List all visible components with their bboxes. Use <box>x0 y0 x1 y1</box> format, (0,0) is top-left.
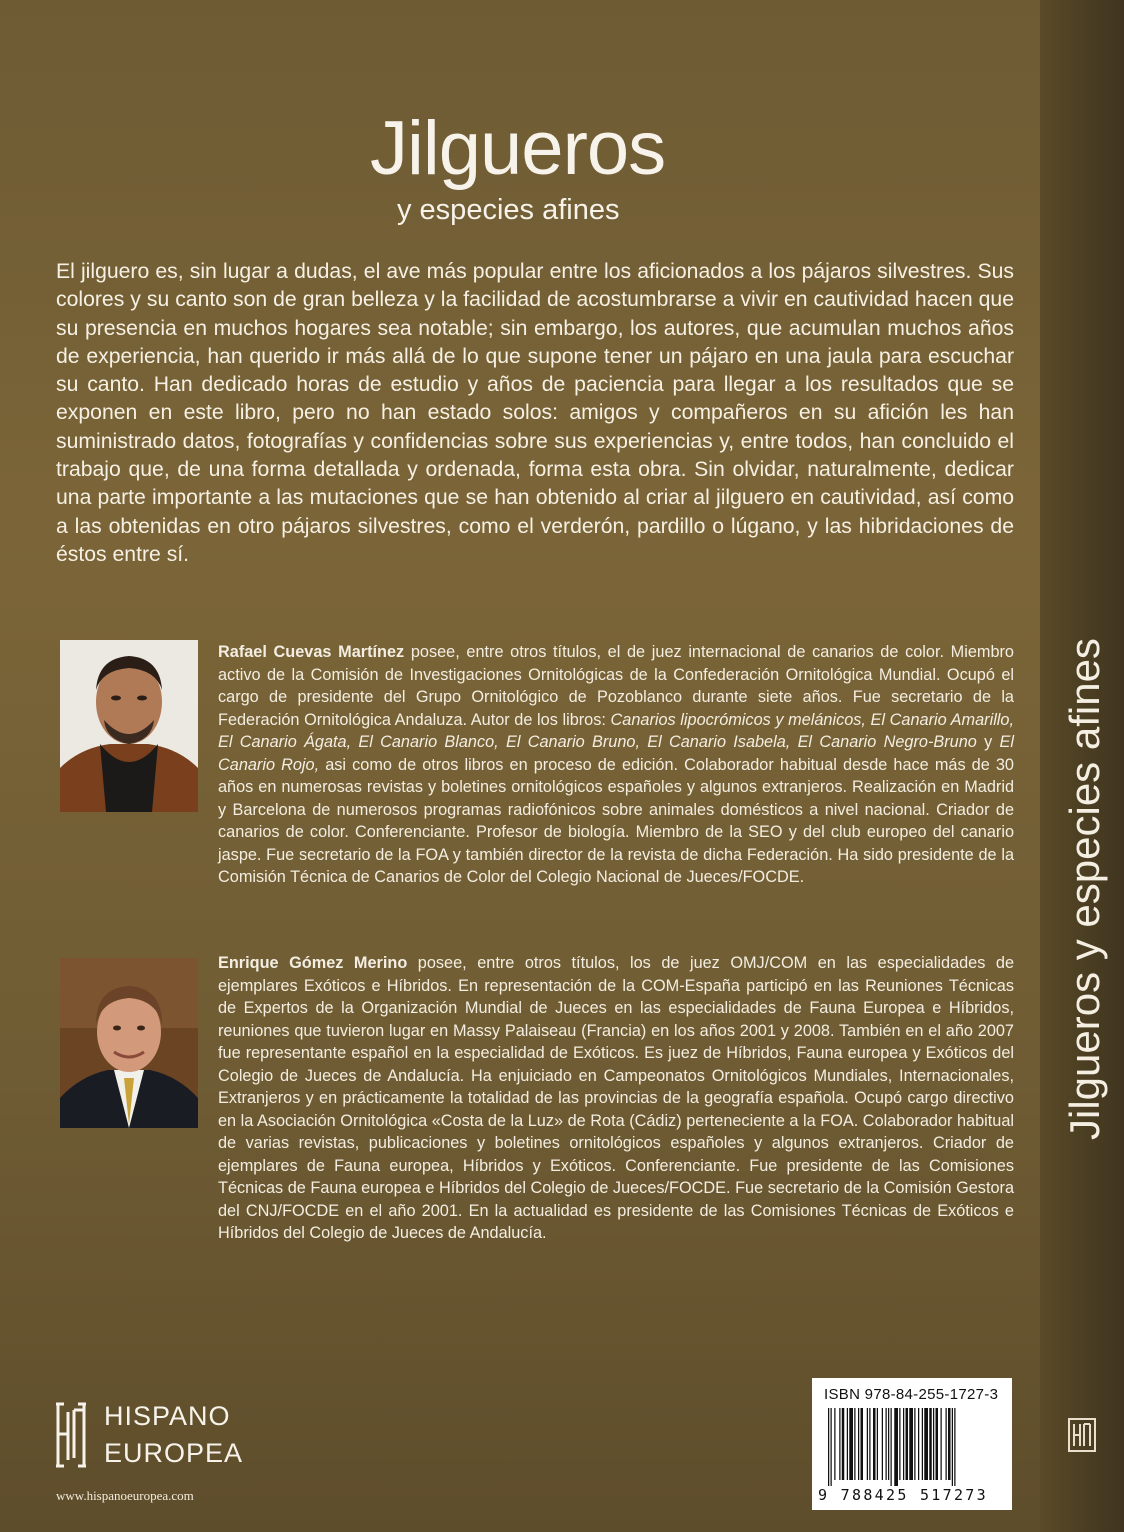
barcode-bar <box>933 1408 934 1480</box>
barcode-bar <box>867 1408 868 1480</box>
author-photo-rafael <box>60 640 198 812</box>
barcode-bar <box>842 1408 845 1480</box>
barcode-bar <box>854 1408 855 1480</box>
publisher-name-line2: EUROPEA <box>104 1438 244 1468</box>
barcode-bar <box>924 1408 928 1480</box>
barcode-bar <box>918 1408 919 1480</box>
barcode-bar <box>828 1408 829 1486</box>
author-name-rafael: Rafael Cuevas Martínez <box>218 643 405 661</box>
barcode-bar <box>941 1408 942 1480</box>
barcode-bar <box>929 1408 932 1480</box>
barcode-bar <box>894 1408 898 1486</box>
barcode-bar <box>886 1408 887 1480</box>
barcode <box>826 1408 1002 1486</box>
barcode-bar <box>877 1408 878 1480</box>
barcode-bar <box>873 1408 876 1480</box>
barcode-bar <box>899 1408 900 1480</box>
author-bio-rafael <box>218 641 1014 889</box>
barcode-bar <box>914 1408 915 1480</box>
author-books-conjunction: y <box>976 733 1000 751</box>
barcode-bar <box>922 1408 923 1480</box>
barcode-bar <box>948 1408 951 1480</box>
barcode-bar <box>847 1408 848 1480</box>
author-photo-enrique <box>60 958 198 1128</box>
barcode-bar <box>882 1408 883 1480</box>
barcode-bar <box>903 1408 904 1480</box>
book-description: El jilguero es, sin lugar a dudas, el ave más popular entre los aficionados a los pájaros silvestres. Sus colores y su canto son de gran belleza y la facilidad de acostumbrarse a vivir en cautividad hacen que su presencia en muchos hogares sea notable; sin embargo, los autores, que acumulan muchos años de experiencia, han querido ir más allá de lo que supone tener un pájaro en una jaula para escuchar su canto. Han dedicado horas de estudio y años de paciencia para llegar a los resultados que se exponen en este libro, pero no han estado solos: amigos y compañeros en su afición les han suministrado datos, fotografías y confidencias sobre sus experiencias y, entre todos, han concluido el trabajo que, de una forma detallada y ordenada, forma esta obra. Sin olvidar, naturalmente, dedicar una parte importante a las mutaciones que se han obtenido al criar al jilguero en cautividad, así como a las obtenidas en otro pájaros silvestres, como el verderón, pardillo o lúgano, y las hibridaciones de éstos entre sí. <box>56 260 1014 566</box>
isbn-label: ISBN 978-84-255-1727-3 <box>824 1386 999 1403</box>
author-bio-rafael-part1: posee, entre otros títulos, el de juez internacional de canarios de color. Miembro activo de la Comisión de Investigaciones Ornitológicas de la Confederación Ornitológica Mundial. Ocupó el cargo de presidente del Grupo Ornitológico de Pozoblanco durante siete años. Fue secretario de la Federación Ornitológica Andaluza. Autor de los libros: <box>218 643 1014 729</box>
barcode-bar <box>858 1408 859 1480</box>
barcode-bar <box>909 1408 913 1480</box>
barcode-bar <box>839 1408 840 1480</box>
barcode-bar <box>834 1408 835 1480</box>
author-bio-enrique <box>218 952 1014 1245</box>
spine-logo-icon <box>1068 1418 1096 1452</box>
author-books-last: El Canario Rojo, <box>218 733 1014 774</box>
barcode-bar <box>952 1408 953 1486</box>
publisher-name-line1: HISPANO <box>104 1401 231 1431</box>
barcode-bar <box>869 1408 870 1480</box>
isbn-barcode-box <box>812 1378 1012 1510</box>
barcode-bar <box>849 1408 853 1480</box>
book-subtitle: y especies afines <box>397 194 620 226</box>
barcode-bar <box>946 1408 947 1480</box>
spine-title: Jilgueros y especies afines <box>1061 638 1108 1140</box>
barcode-bar <box>906 1408 909 1480</box>
author-bio-rafael-part2: asi como de otros libros en proceso de edición. Colaborador habitual desde hace más de 30 años en numerosas revistas y boletines ornitológicos españoles y algunos extranjeros. Realización en Madrid y Barcelona de numerosos programas radiofónicos sobre animales domésticos a nivel nacional. Criador de canarios de color. Conferenciante. Profesor de biología. Miembro de la SEO y del club europeo del canario jaspe. Fue secretario de la FOA y también director de la revista de dicha Federación. Ha sido presidente de la Comisión Técnica de Canarios de Color del Colegio Nacional de Jueces/FOCDE. <box>218 755 1014 886</box>
barcode-bar <box>936 1408 939 1480</box>
publisher-logo-icon <box>54 1402 88 1468</box>
author-books-list: Canarios lipocrómicos y melánicos, El Canario Amarillo, El Canario Ágata, El Canario Blanco, El Canario Bruno, El Canario Isabela, El Canario Negro-Bruno <box>218 710 1015 751</box>
author-bio-enrique-text: posee, entre otros títulos, los de juez OMJ/COM en las especialidades de ejemplares Exóticos e Híbridos. En representación de la COM-España participó en las Reuniones Técnicas de Expertos de la Organización Mundial de Jueces en las especialidades de Fauna Europea e Híbridos, reuniones que tuvieron lugar en Massy Palaiseau (Francia) en los años 2001 y 2008. También en el año 2007 fue representante español en la especialidad de Exóticos. Es juez de Híbridos, Fauna europea y Exóticos del Colegio de Jueces de Andalucía. Ha enjuiciado en Campeonatos Ornitológicos Mundiales, Internacionales, Extranjeros y en prácticamente la totalidad de las provincias de la geografía española. Ocupó cargo directivo en la Asociación Ornitológica «Costa de la Luz» de Rota (Cádiz) perteneciente a la FOA. Colaborador habitual de varias revistas, publicaciones y boletines ornitológicos españoles y algunos extranjeros. Criador de ejemplares de Fauna europea, Híbridos y Exóticos. Conferenciante. Fue presidente de las Comisiones Técnicas de Fauna europea e Híbridos del Colegio de Jueces/FOCDE. Fue secretario de la Comisión Gestora del CNJ/FOCDE en el año 2001. En la actualidad es presidente de las Comisiones Técnicas de Exóticos e Híbridos del Colegio de Jueces de Andalucía. <box>218 954 1015 1242</box>
barcode-bar <box>831 1408 832 1486</box>
barcode-bar <box>888 1408 889 1480</box>
barcode-bar <box>954 1408 955 1486</box>
barcode-bar <box>891 1408 892 1486</box>
barcode-bar <box>861 1408 864 1480</box>
book-title: Jilgueros <box>370 106 666 191</box>
publisher-url[interactable]: www.hispanoeuropea.com <box>56 1488 194 1503</box>
author-name-enrique: Enrique Gómez Merino <box>218 954 408 972</box>
barcode-digits: 9 788425 517273 <box>818 1486 988 1504</box>
